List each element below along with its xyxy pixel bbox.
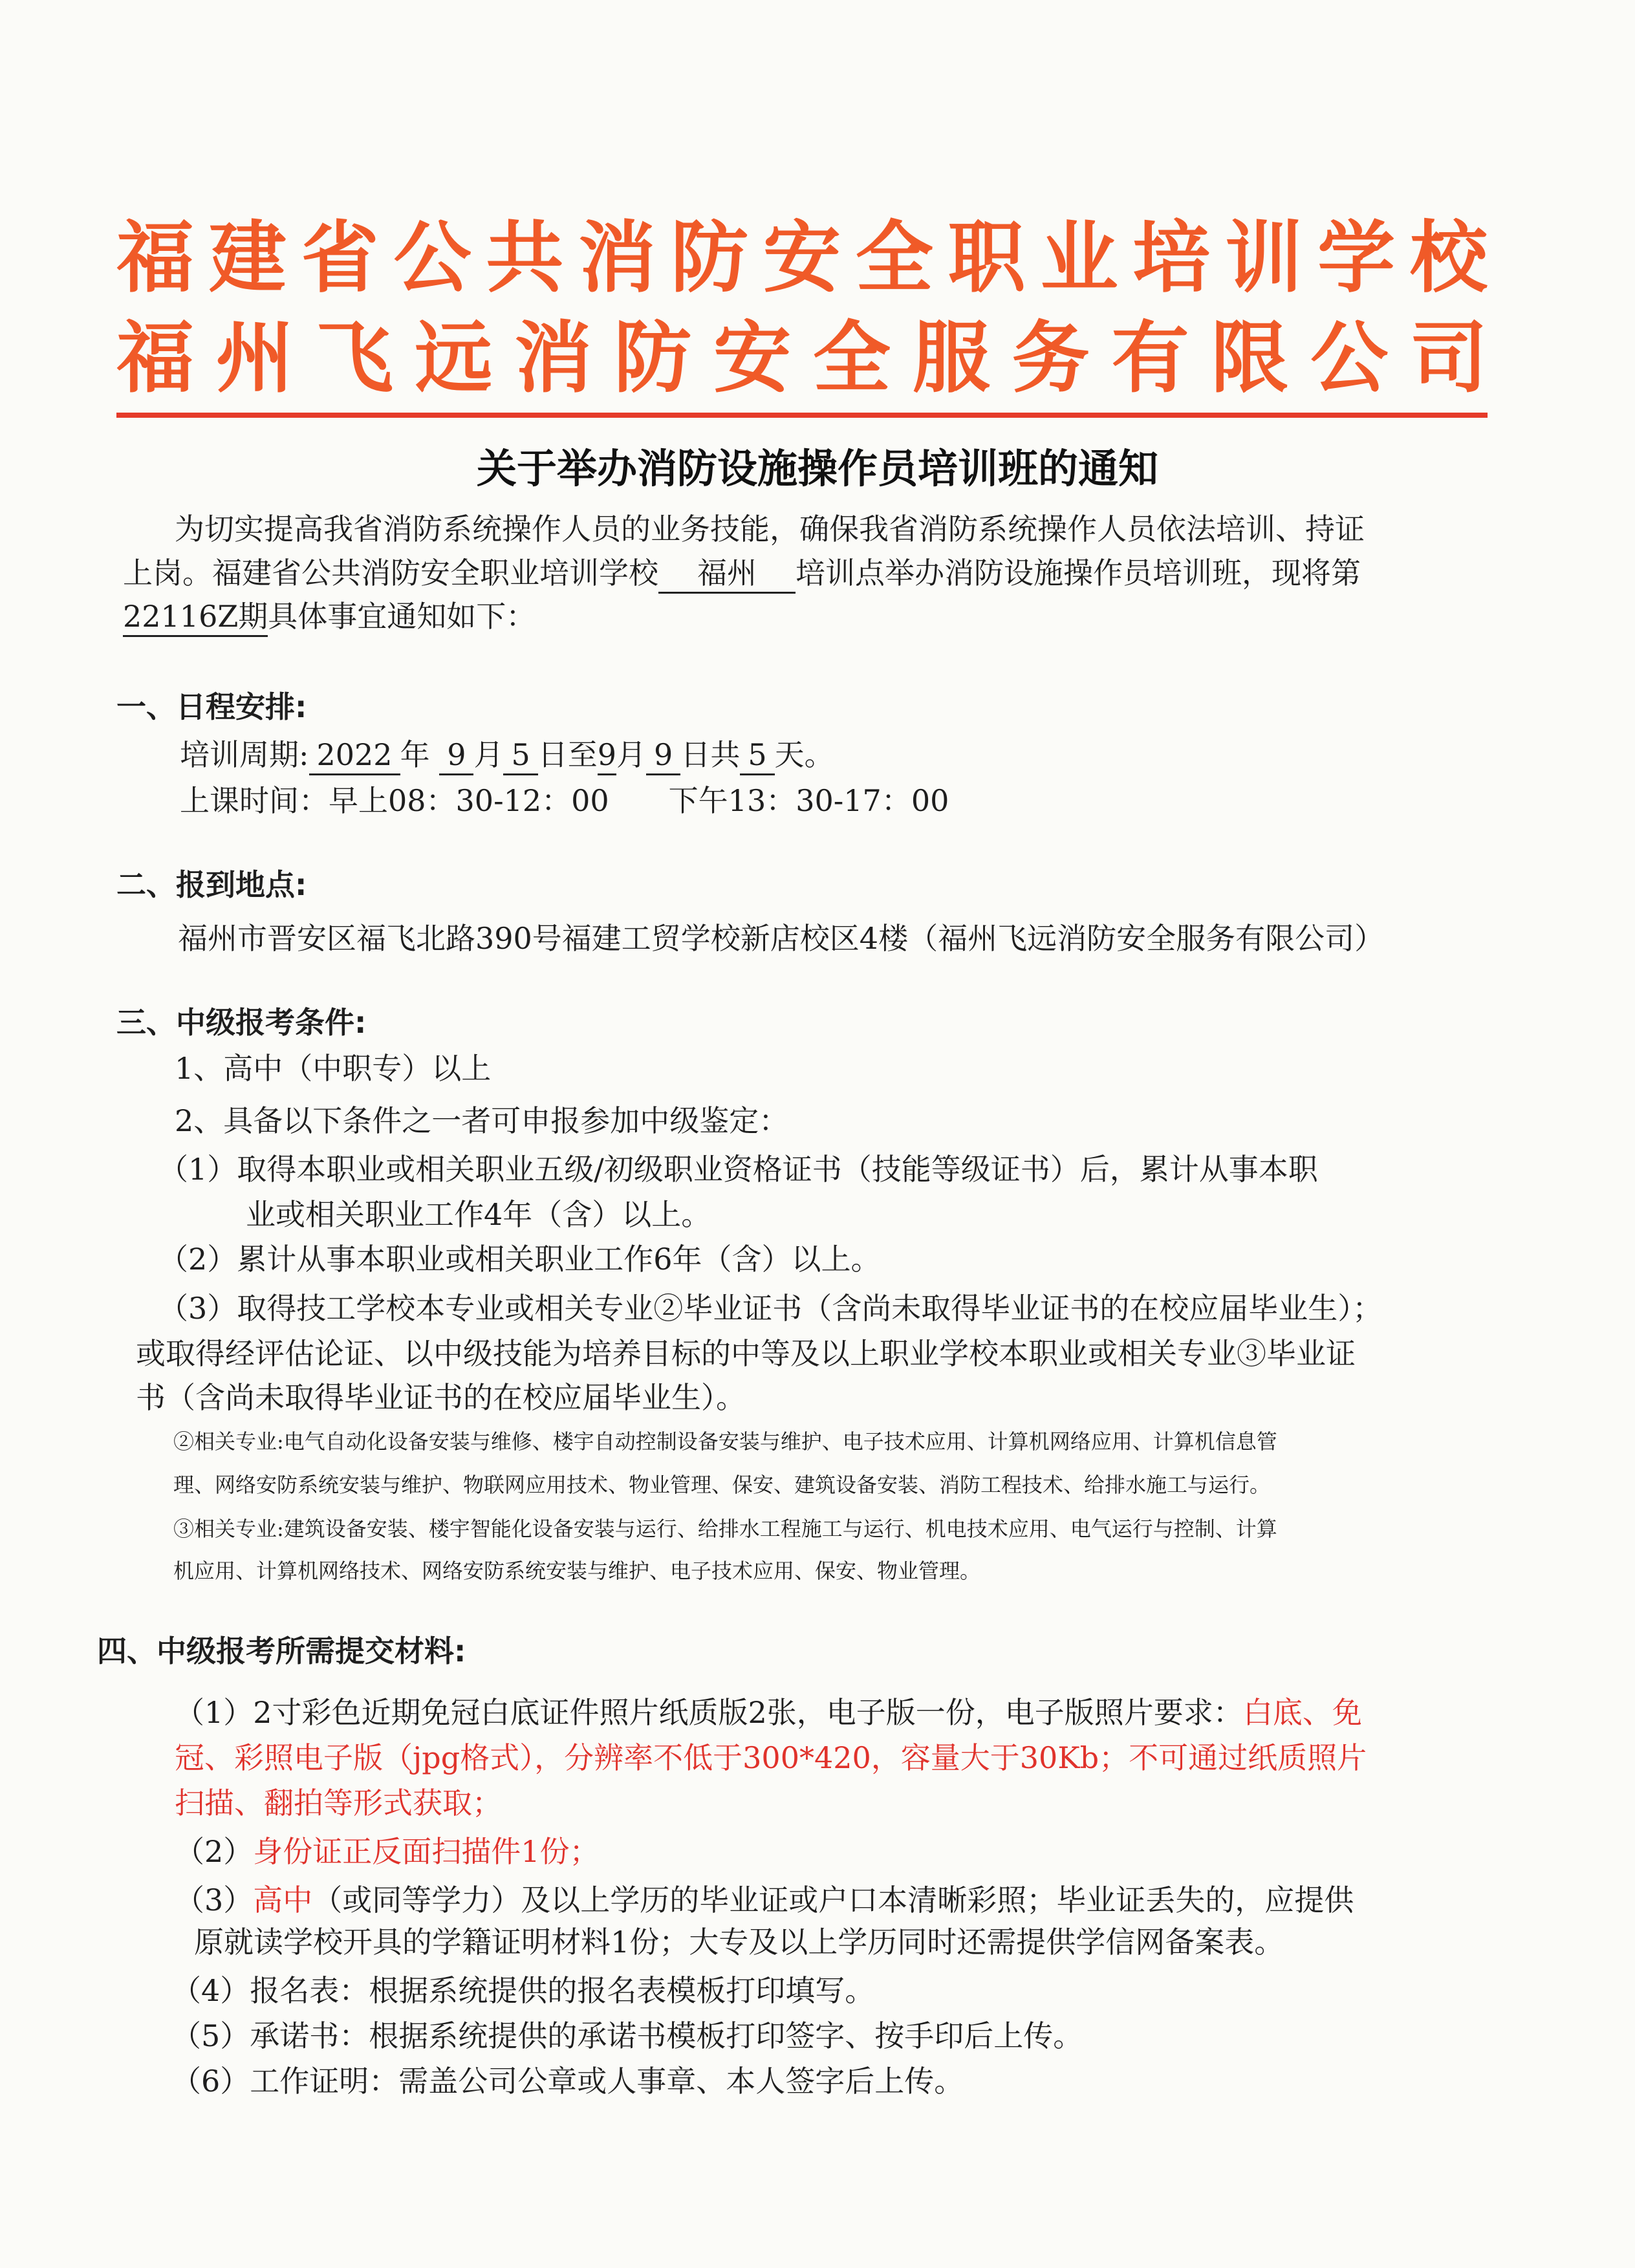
material-1-line-2: 冠、彩照电子版（jpg格式），分辨率不低于300*420，容量大于30Kb；不可通过纸质照片 [175,1740,1367,1775]
report-address: 福州市晋安区福飞北路390号福建工贸学校新店校区4楼（福州飞远消防安全服务有限公司） [178,921,1385,956]
section-materials-heading: 四、中级报考所需提交材料: [97,1634,466,1669]
company-name-header [116,314,1488,404]
header-char: 飞 [315,314,393,404]
intro-line-1: 为切实提高我省消防系统操作人员的业务技能，确保我省消防系统操作人员依法培训、持证 [175,512,1365,546]
section-location-heading: 二、报到地点: [116,867,307,902]
intro-line-3 [123,595,536,638]
cycle-end-day: 9 [646,736,680,775]
material-text: （或同等学力）及以上学历的毕业证或户口本清晰彩照；毕业证丢失的，应提供 [312,1883,1354,1917]
cycle-start-day: 5 [503,736,537,775]
header-char: 福 [116,314,194,404]
header-char: 安 [763,213,841,303]
header-char: 校 [1409,213,1488,303]
header-char: 务 [1012,314,1090,404]
condition-2-3-line-1: （3）取得技工学校本专业或相关专业②毕业证书（含尚未取得毕业证书的在校应届毕业生）； [158,1291,1383,1326]
header-char: 服 [912,314,990,404]
note-2-line-1: ②相关专业:电气自动化设备安装与维修、楼宇自动控制设备安装与维护、电子技术应用、计算机网络应用、计算机信息管 [173,1429,1277,1454]
cycle-end-month: 9 [598,736,616,775]
header-rule [116,413,1488,418]
class-time: 上课时间：早上08：30-12：00 下午13：30-17：00 [180,783,949,818]
material-3-line-2: 原就读学校开具的学籍证明材料1份；大专及以上学历同时还需提供学信网备案表。 [194,1925,1284,1960]
cycle-text: 月 [616,737,647,772]
header-char: 共 [486,213,564,303]
cycle-text: 日共 [680,737,741,772]
school-name-header [116,213,1488,303]
header-char: 防 [671,213,749,303]
material-text: （3） [175,1883,254,1917]
header-char: 消 [578,213,656,303]
cycle-text: 月 [473,737,504,772]
material-text: （1）2寸彩色近期免冠白底证件照片纸质版2张，电子版一份，电子版照片要求： [175,1695,1243,1730]
header-char: 有 [1111,314,1189,404]
material-6: （6）工作证明：需盖公司公章或人事章、本人签字后上传。 [171,2064,964,2099]
header-char: 福 [116,213,194,303]
header-char: 消 [514,314,592,404]
notice-title: 关于举办消防设施操作员培训班的通知 [476,445,1158,492]
class-period: 22116Z期 [123,598,268,637]
header-char: 全 [812,314,891,404]
condition-2-3-line-3: 书（含尚未取得毕业证书的在校应届毕业生）。 [136,1380,746,1415]
training-cycle [180,733,834,776]
header-char: 职 [947,213,1026,303]
training-site: 福州 [658,554,796,594]
note-3-line-1: ③相关专业:建筑设备安装、楼宇智能化设备安装与运行、给排水工程施工与运行、机电技术应用、电气运行与控制、计算 [173,1517,1277,1541]
material-text: （2） [175,1834,254,1869]
cycle-text: 年 [400,737,430,772]
cycle-start-month: 9 [439,736,473,775]
header-char: 州 [215,314,294,404]
header-char: 远 [415,314,493,404]
material-2 [175,1830,600,1873]
header-char: 业 [1040,213,1118,303]
cycle-days: 5 [740,736,774,775]
header-char: 学 [1317,213,1395,303]
header-char: 省 [301,213,379,303]
condition-2-1-line-2: 业或相关职业工作4年（含）以上。 [246,1197,711,1232]
cycle-text: 天。 [774,737,834,772]
section-conditions-heading: 三、中级报考条件: [116,1005,367,1040]
header-char: 防 [614,314,692,404]
material-1-line-3: 扫描、翻拍等形式获取； [175,1786,502,1820]
condition-2: 2、具备以下条件之一者可申报参加中级鉴定： [175,1103,789,1138]
material-4: （4）报名表：根据系统提供的报名表模板打印填写。 [171,1973,875,2008]
header-char: 公 [1310,314,1389,404]
header-char: 训 [1225,213,1303,303]
condition-2-1-line-1: （1）取得本职业或相关职业五级/初级职业资格证书（技能等级证书）后，累计从事本职 [158,1152,1318,1187]
intro-text: 培训点举办消防设施操作员培训班，现将第 [796,556,1361,590]
header-char: 公 [393,213,471,303]
header-char: 建 [208,213,287,303]
header-char: 培 [1132,213,1211,303]
header-char: 安 [713,314,792,404]
material-highlight: 高中 [253,1883,313,1917]
material-highlight: 白底、免 [1242,1695,1362,1730]
header-char: 全 [855,213,933,303]
section-schedule-heading: 一、日程安排: [116,689,307,724]
note-2-line-2: 理、网络安防系统安装与维护、物联网应用技术、物业管理、保安、建筑设备安装、消防工程技术、给排水施工与运行。 [173,1473,1271,1497]
header-char: 司 [1409,314,1488,404]
condition-1: 1、高中（中职专）以上 [175,1051,492,1086]
cycle-year: 2022 [309,736,400,775]
intro-line-2 [123,552,1361,594]
header-char: 限 [1211,314,1289,404]
cycle-label: 培训周期: [180,737,309,772]
material-5: （5）承诺书：根据系统提供的承诺书模板打印签字、按手印后上传。 [171,2018,1083,2053]
cycle-text: 日至 [537,737,598,772]
intro-text: 具体事宜通知如下： [268,599,536,634]
condition-2-2: （2）累计从事本职业或相关职业工作6年（含）以上。 [158,1242,881,1277]
material-1-line-1 [175,1691,1362,1734]
material-3-line-1 [175,1879,1354,1921]
intro-text: 上岗。福建省公共消防安全职业培训学校 [123,556,658,590]
note-3-line-2: 机应用、计算机网络技术、网络安防系统安装与维护、电子技术应用、保安、物业管理。 [173,1559,981,1583]
condition-2-3-line-2: 或取得经评估论证、以中级技能为培养目标的中等及以上职业学校本职业或相关专业③毕业证 [136,1336,1356,1371]
material-highlight: 身份证正反面扫描件1份； [253,1834,600,1869]
